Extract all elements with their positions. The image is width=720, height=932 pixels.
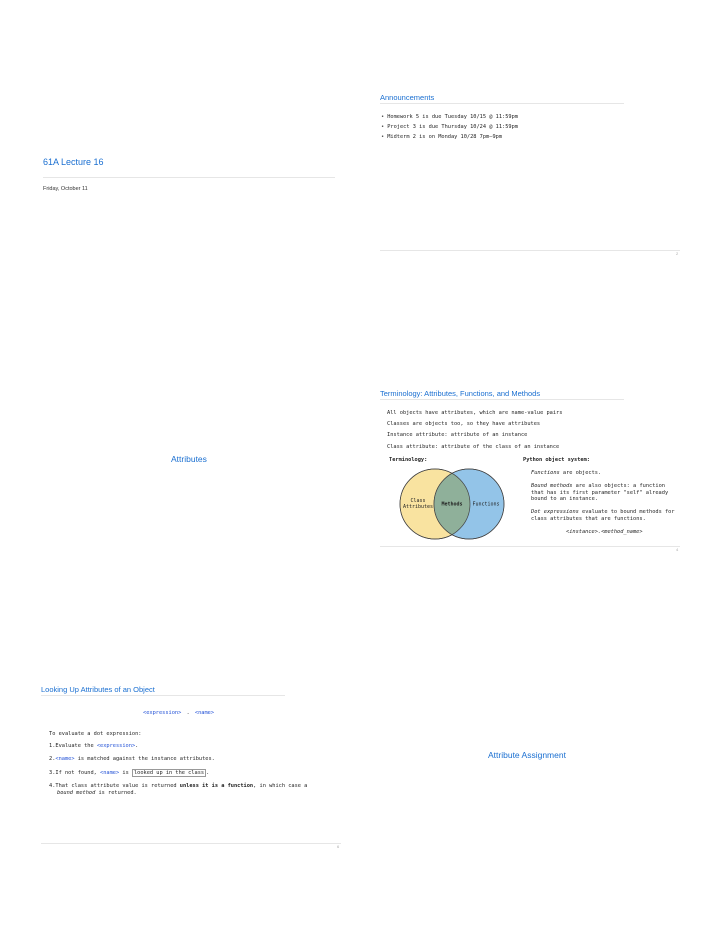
slide-announcements bbox=[380, 90, 680, 255]
title-rule bbox=[43, 177, 335, 178]
footer-rule bbox=[380, 546, 680, 547]
venn-diagram bbox=[398, 468, 508, 540]
python-object-system-heading: Python object system: bbox=[523, 457, 590, 463]
definition-line: Class attribute: attribute of the class of an instance bbox=[387, 443, 560, 450]
page-number: 4 bbox=[676, 547, 679, 552]
footer-rule bbox=[41, 843, 341, 844]
list-item: • Project 3 is due Thursday 10/24 @ 11:59pm bbox=[381, 124, 518, 130]
slide-title-page bbox=[43, 155, 338, 215]
slide-terminology bbox=[380, 388, 680, 553]
note-dot-expressions-line2: class attributes that are functions. bbox=[531, 515, 646, 522]
method-syntax: <instance>.<method_name> bbox=[566, 528, 643, 535]
lookup-intro: To evaluate a dot expression: bbox=[49, 731, 142, 737]
lookup-step: 1.Evaluate the <expression>. bbox=[49, 743, 139, 749]
title-rule bbox=[380, 103, 624, 104]
lookup-step: 2.<name> is matched against the instance attributes. bbox=[49, 756, 215, 763]
highlighted-phrase: looked up in the class bbox=[133, 769, 205, 776]
venn-middle-label: Methods bbox=[441, 501, 463, 508]
object-system-notes bbox=[531, 470, 675, 536]
slide-lookup bbox=[41, 684, 341, 849]
slide-title: Looking Up Attributes of an Object bbox=[41, 685, 155, 694]
page-number: 2 bbox=[676, 251, 679, 256]
note-bound-methods: Bound methods are also objects: a function bbox=[531, 482, 665, 489]
definition-line: All objects have attributes, which are name-value pairs bbox=[387, 410, 563, 416]
footer-rule bbox=[380, 250, 680, 251]
list-item: • Midterm 2 is on Monday 10/28 7pm–9pm bbox=[381, 134, 503, 140]
section-title-attributes: Attributes bbox=[171, 454, 207, 464]
announcement-list bbox=[381, 112, 518, 142]
page-number: 6 bbox=[337, 844, 340, 849]
definition-line: Instance attribute: attribute of an instance bbox=[387, 432, 528, 439]
title-rule bbox=[380, 399, 624, 400]
note-bound-methods-line2: that has its first parameter "self" already bbox=[531, 489, 669, 496]
lookup-step-continued: bound method is returned. bbox=[57, 789, 137, 796]
lookup-step: 3.If not found, <name> is looked up in the class . bbox=[49, 769, 210, 776]
lecture-date: Friday, October 11 bbox=[43, 186, 88, 192]
venn-right-label: Functions bbox=[472, 501, 500, 508]
note-bound-methods-line3: bound to an instance. bbox=[531, 496, 598, 503]
note-functions: Functions are objects. bbox=[531, 470, 602, 476]
slide-title: Terminology: Attributes, Functions, and Methods bbox=[380, 389, 541, 398]
lecture-title: 61A Lecture 16 bbox=[43, 157, 104, 167]
definition-line: Classes are objects too, so they have attributes bbox=[387, 421, 541, 428]
lookup-steps bbox=[49, 743, 307, 796]
definition-lines bbox=[387, 408, 562, 453]
title-rule bbox=[41, 695, 285, 696]
section-title-attribute-assignment: Attribute Assignment bbox=[488, 750, 566, 760]
list-item: • Homework 5 is due Tuesday 10/15 @ 11:59pm bbox=[381, 114, 518, 120]
lookup-step: 4.That class attribute value is returned unless it is a function, in which case a bbox=[49, 782, 308, 789]
slide-title: Announcements bbox=[380, 93, 435, 102]
note-dot-expressions: Dot expressions evaluate to bound methods for bbox=[531, 509, 675, 516]
terminology-heading: Terminology: bbox=[389, 457, 428, 463]
venn-left-label-1: Class bbox=[410, 498, 426, 504]
venn-left-label-2: Attributes bbox=[402, 504, 434, 510]
dot-expression-syntax: <expression> . <name> bbox=[143, 710, 215, 716]
